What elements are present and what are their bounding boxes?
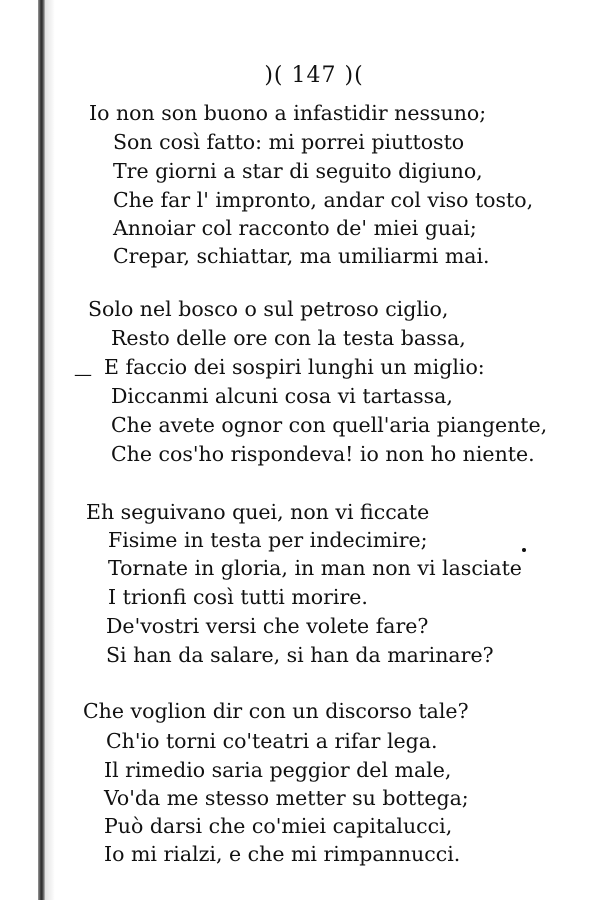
poem-line: De'vostri versi che volete fare? bbox=[106, 614, 429, 638]
poem-line: Eh seguivano quei, non vi ficcate bbox=[86, 500, 430, 524]
poem-line: I trionfi così tutti morire. bbox=[108, 585, 368, 609]
poem-line: Tornate in gloria, in man non vi lasciate bbox=[108, 556, 522, 580]
poem-line: Diccanmi alcuni cosa vi tartassa, bbox=[111, 384, 453, 408]
poem-line: Si han da salare, si han da marinare? bbox=[106, 643, 494, 667]
poem-line: Crepar, schiattar, ma umiliarmi mai. bbox=[113, 244, 490, 268]
poem-line: Che voglion dir con un discorso tale? bbox=[83, 699, 469, 723]
poem-line: Annoiar col racconto de' miei guai; bbox=[113, 216, 477, 240]
poem-line: Son così fatto: mi porrei piuttosto bbox=[113, 130, 465, 154]
poem-line: Il rimedio saria peggior del male, bbox=[104, 758, 452, 782]
poem-line: Che avete ognor con quell'aria piangente, bbox=[111, 413, 548, 437]
poem-line: E faccio dei sospiri lunghi un miglio: bbox=[104, 355, 485, 379]
poem-line: Solo nel bosco o sul petroso ciglio, bbox=[88, 297, 449, 321]
poem-line: Io non son buono a infastidir nessuno; bbox=[89, 101, 487, 125]
poem-line: Che cos'ho rispondeva! io non ho niente. bbox=[111, 442, 535, 466]
page-number: )( 147 )( bbox=[264, 63, 364, 88]
binding-shadow bbox=[45, 0, 55, 900]
poem-line: Fisime in testa per indecimire; bbox=[108, 528, 428, 552]
poem-line: Ch'io torni co'teatri a rifar lega. bbox=[106, 729, 438, 753]
binding-edge bbox=[38, 0, 45, 900]
poem-line: Tre giorni a star di seguito digiuno, bbox=[113, 159, 483, 183]
poem-line: Resto delle ore con la testa bassa, bbox=[111, 326, 466, 350]
margin-mark: — bbox=[74, 364, 92, 385]
ink-speck bbox=[522, 548, 526, 552]
poem-line: Io mi rialzi, e che mi rimpannucci. bbox=[104, 842, 461, 866]
poem-line: Può darsi che co'miei capitalucci, bbox=[104, 814, 453, 838]
poem-line: Vo'da me stesso metter su bottega; bbox=[104, 786, 469, 810]
poem-line: Che far l' impronto, andar col viso tosto, bbox=[113, 188, 534, 212]
